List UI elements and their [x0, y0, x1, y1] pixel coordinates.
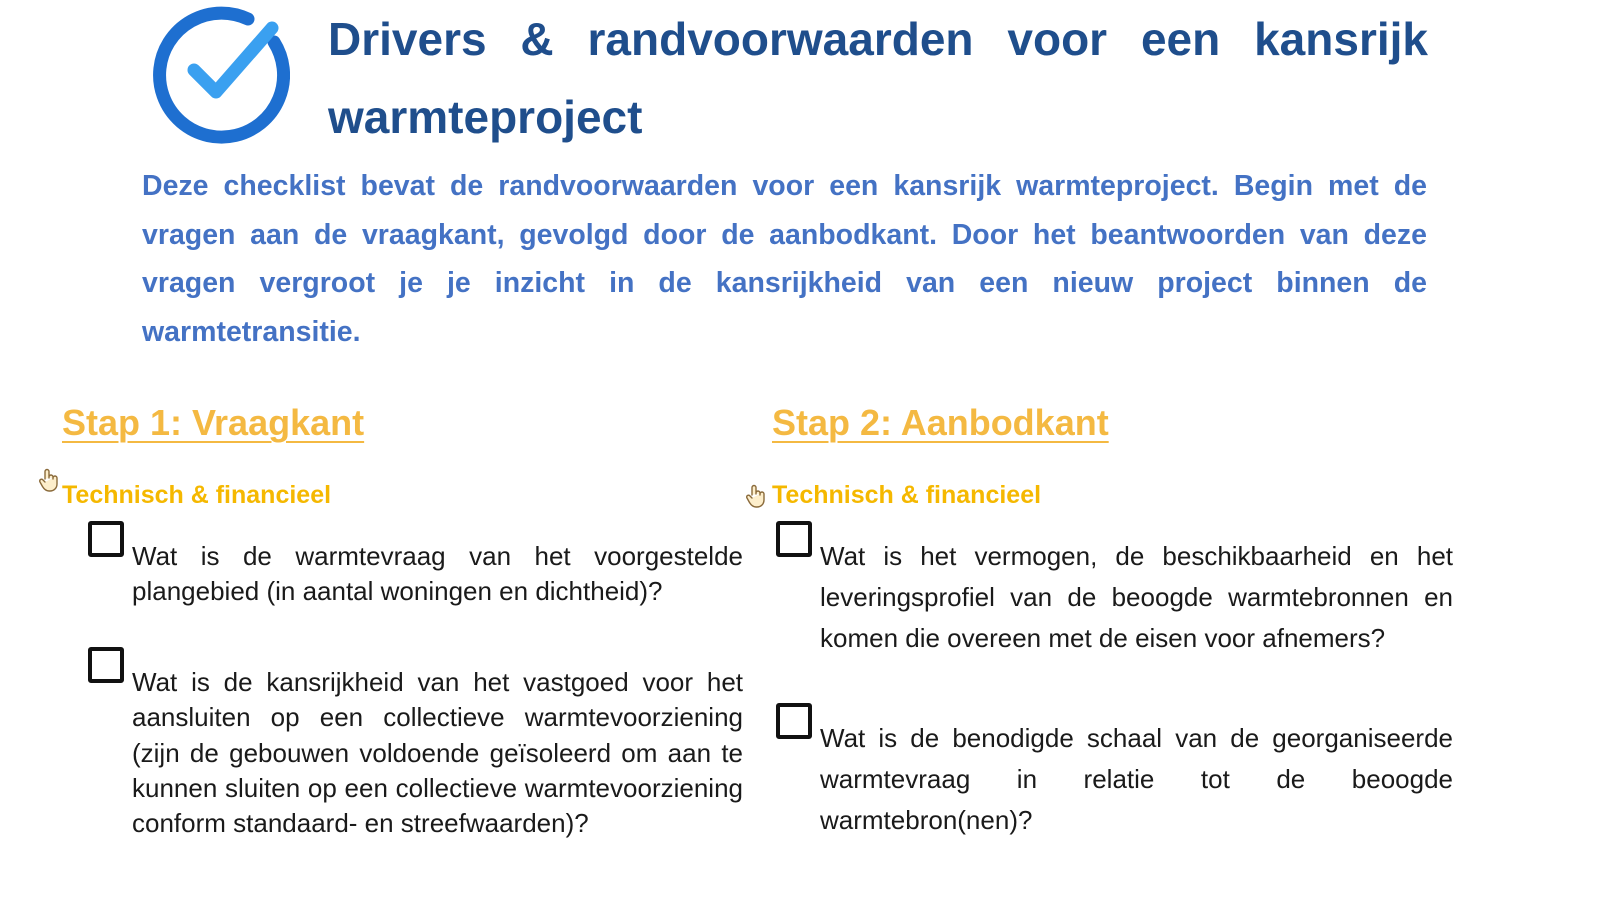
intro-text: Deze checklist bevat de randvoorwaarden voor een kansrijk warmteproject. Begin met de vragen aan de vraagkant, gevolgd door de aanbodkant. Door het beantwoorden van deze vragen vergroot je je inzicht in de kansrijkheid van een nieuw project binnen de warmtetransitie. — [142, 170, 1427, 348]
step-1-heading: Stap 1: Vraagkant — [62, 402, 365, 443]
question-3-checkbox[interactable] — [776, 521, 812, 557]
question-1-text: Wat is de warmtevraag van het voorgestelde plangebied (in aantal woningen en dichtheid)? — [132, 541, 743, 607]
step-2-heading: Stap 2: Aanbodkant — [772, 402, 1109, 443]
check-circle-icon — [150, 4, 290, 144]
hand-pointer-icon[interactable] — [38, 468, 60, 492]
question-4-checkbox[interactable] — [776, 703, 812, 739]
question-2-text: Wat is de kansrijkheid van het vastgoed voor het aansluiten op een collectieve warmtevoorziening (zijn de gebouwen voldoende geïsoleerd om aan te kunnen sluiten op een collectieve warmtevoorziening conform standaard- en streefwaarden)? — [132, 667, 743, 839]
hand-pointer-icon[interactable] — [745, 484, 767, 508]
question-3-text: Wat is het vermogen, de beschikbaarheid en het leveringsprofiel van de beoogde warmtebronnen en komen die overeen met de eisen voor afnemers? — [820, 541, 1453, 653]
step-2-subheading: Technisch & financieel — [772, 481, 1042, 509]
step-1-subheading: Technisch & financieel — [62, 481, 332, 509]
page-title: Drivers & randvoorwaarden voor een kansrijk warmteproject — [328, 13, 1428, 143]
question-1-checkbox[interactable] — [88, 521, 124, 557]
question-2-checkbox[interactable] — [88, 647, 124, 683]
question-4-text: Wat is de benodigde schaal van de georganiseerde warmtevraag in relatie tot de beoogde warmtebron(nen)? — [820, 723, 1453, 835]
